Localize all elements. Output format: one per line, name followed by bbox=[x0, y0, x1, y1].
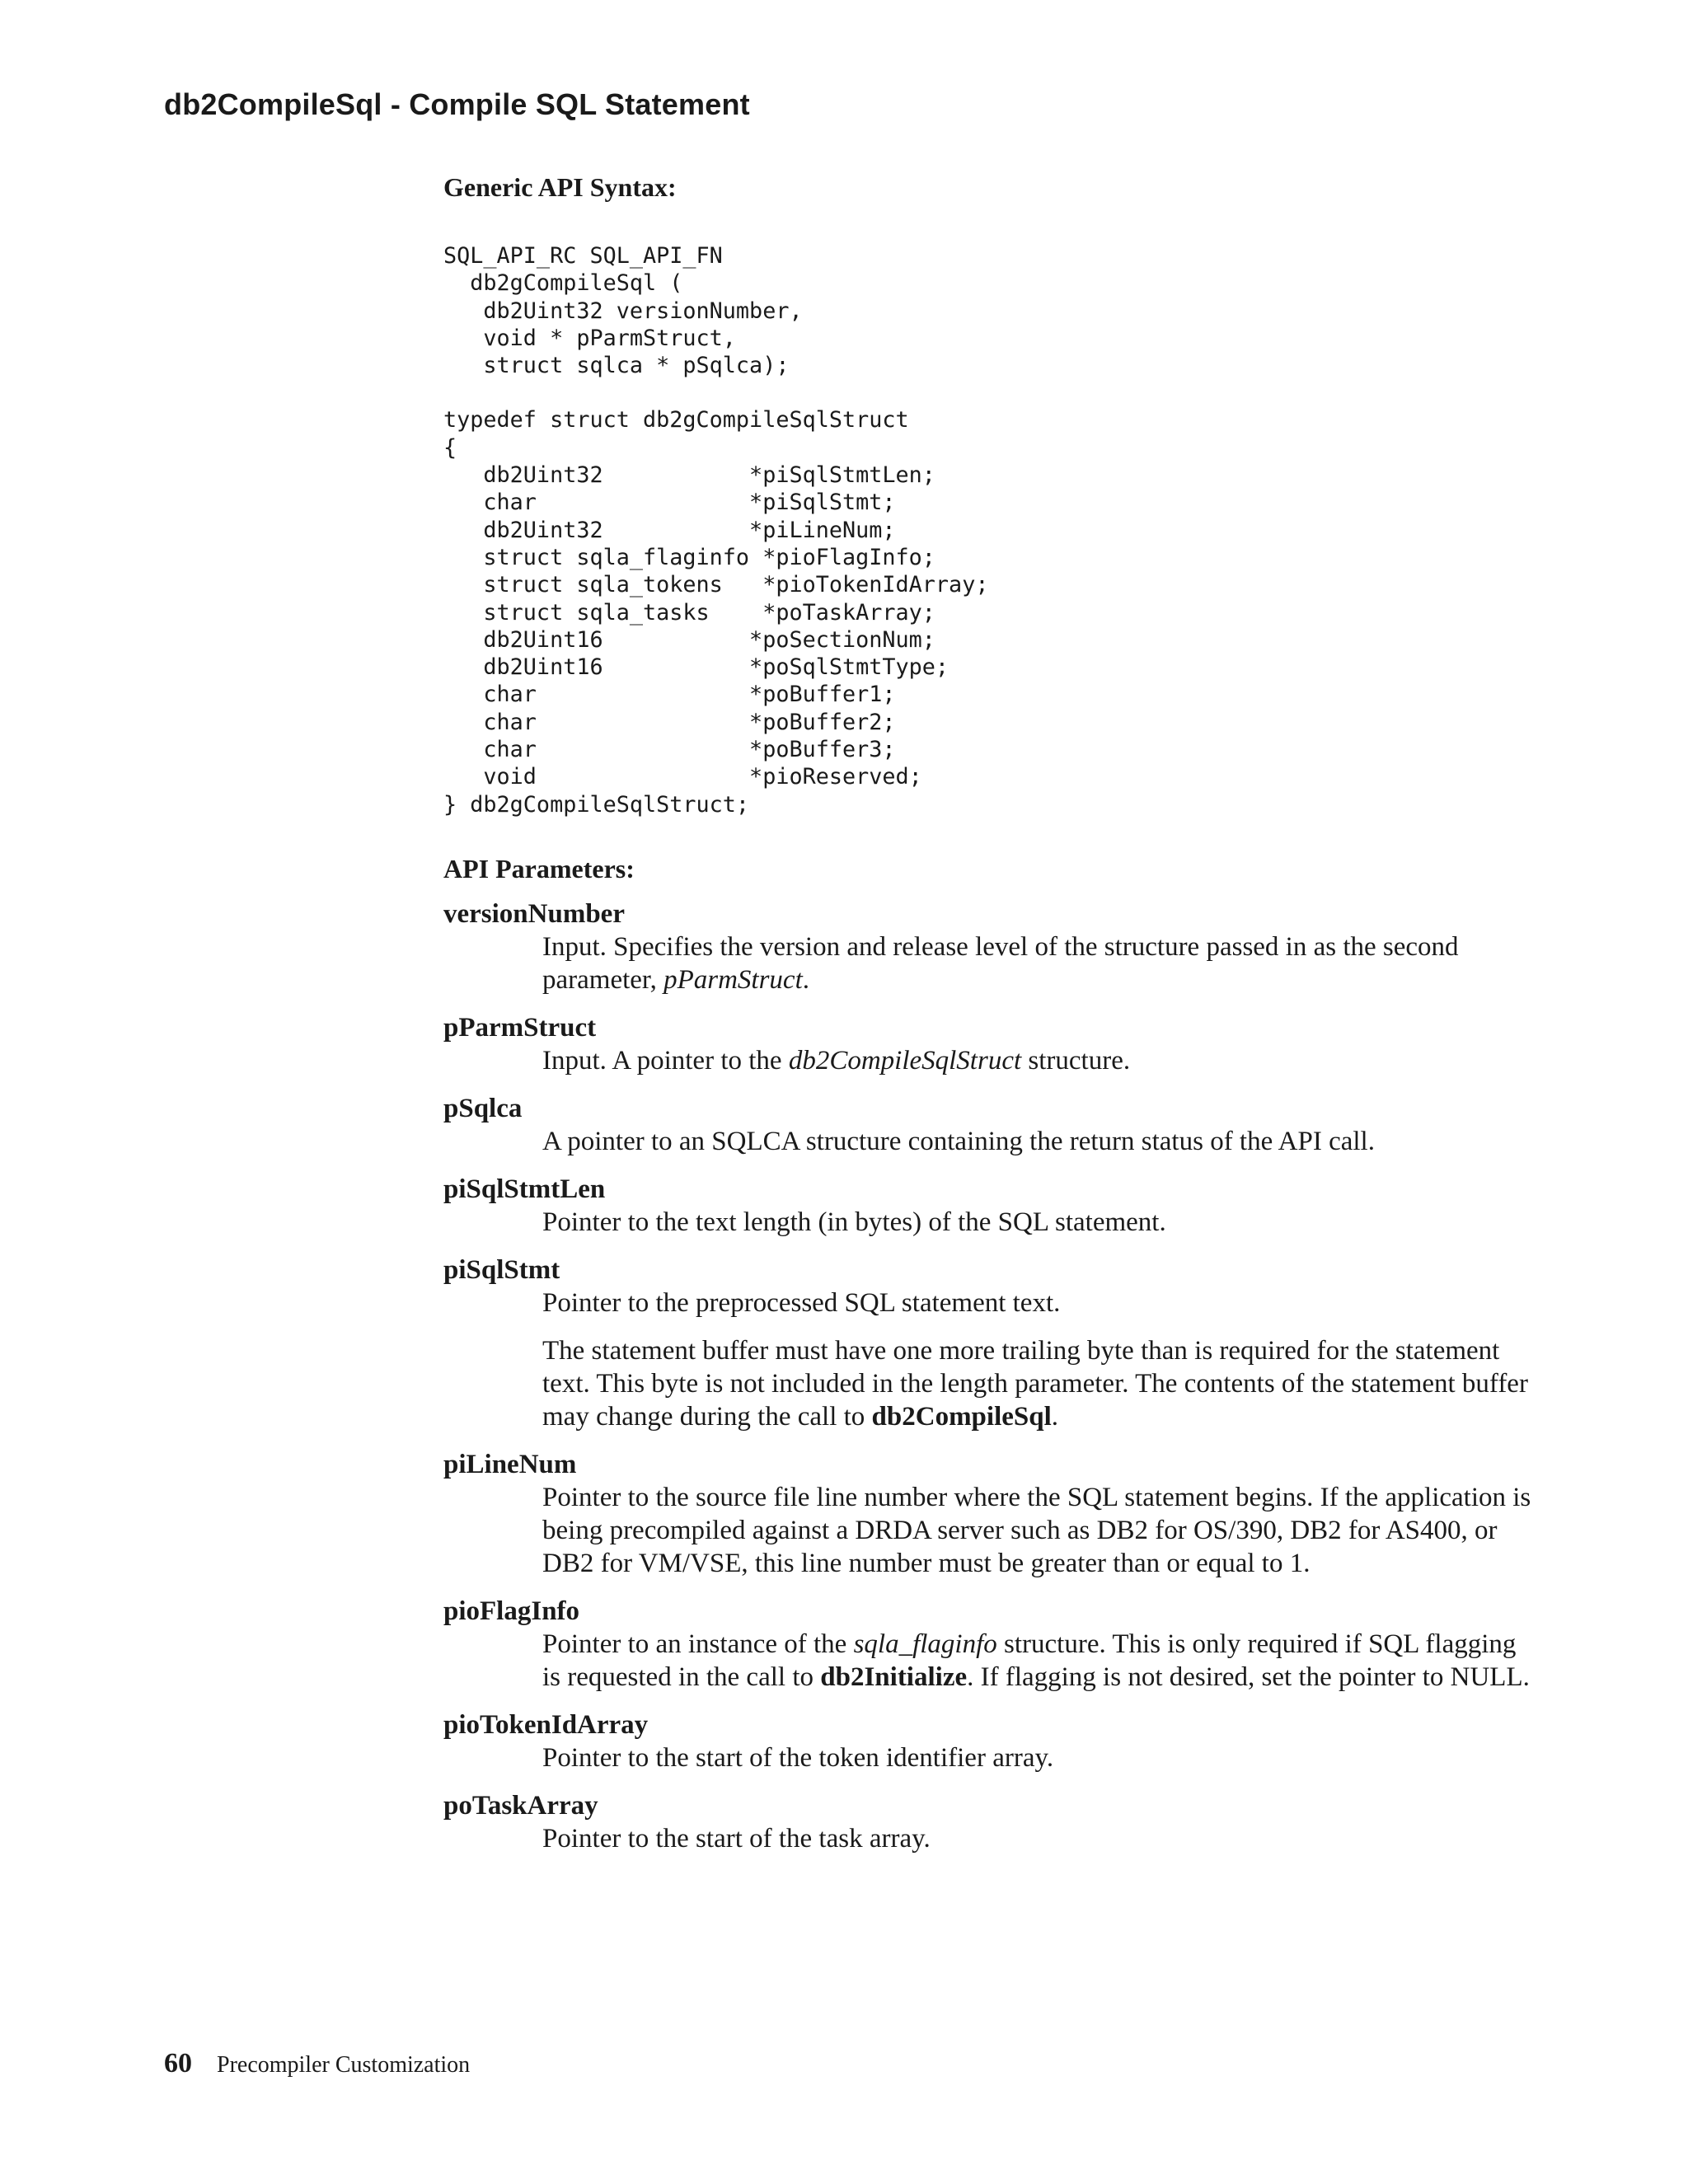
param-desc-text: Input. A pointer to the bbox=[542, 1045, 789, 1076]
param-name-pParmStruct: pParmStruct bbox=[443, 1012, 597, 1043]
param-desc-piSqlStmt bbox=[542, 1286, 1531, 1433]
param-desc-emphasis: sqla_flaginfo bbox=[853, 1629, 997, 1659]
function-signature-code: SQL_API_RC SQL_API_FN db2gCompileSql ( db2Uint32 versionNumber, void * pParmStruct, struct sqlca * pSqlca); bbox=[443, 243, 803, 379]
param-desc-poTaskArray bbox=[542, 1822, 1531, 1855]
param-note-piSqlStmt bbox=[542, 1334, 1531, 1433]
api-reference: db2Initialize bbox=[820, 1661, 968, 1692]
footer-title: Precompiler Customization bbox=[217, 2052, 471, 2078]
param-desc-pioTokenIdArray bbox=[542, 1741, 1531, 1774]
param-name-piSqlStmtLen: piSqlStmtLen bbox=[443, 1174, 606, 1204]
param-name-piLineNum: piLineNum bbox=[443, 1449, 577, 1479]
param-desc-emphasis: pParmStruct bbox=[663, 964, 803, 995]
parameter-list bbox=[443, 898, 1531, 1855]
page-footer bbox=[164, 2047, 470, 2082]
param-name-pSqlca: pSqlca bbox=[443, 1093, 523, 1123]
param-desc-versionNumber bbox=[542, 930, 1531, 996]
api-content bbox=[443, 170, 1531, 1870]
param-note-text: . bbox=[1051, 1401, 1059, 1432]
param-name-pioFlagInfo: pioFlagInfo bbox=[443, 1596, 580, 1626]
param-desc-text: structure. bbox=[1021, 1045, 1131, 1076]
param-desc-pioFlagInfo bbox=[542, 1628, 1531, 1694]
syntax-heading: Generic API Syntax: bbox=[443, 172, 677, 202]
param-desc-text: Pointer to the start of the token identifier array. bbox=[542, 1742, 1054, 1773]
parameters-heading: API Parameters: bbox=[443, 853, 635, 883]
param-desc-text: . If flagging is not desired, set the pointer to NULL. bbox=[967, 1661, 1530, 1692]
page-title: db2CompileSql - Compile SQL Statement bbox=[164, 87, 750, 121]
param-desc-text: structure. This is only required if SQL flagging is requested in the call to bbox=[542, 1629, 1517, 1692]
api-reference: db2CompileSql bbox=[871, 1401, 1052, 1432]
param-desc-text: Pointer to the text length (in bytes) of the SQL statement. bbox=[542, 1207, 1166, 1237]
page-number: 60 bbox=[164, 2048, 192, 2079]
param-desc-text: Pointer to the start of the task array. bbox=[542, 1823, 931, 1854]
param-desc-emphasis: db2CompileSqlStruct bbox=[788, 1045, 1022, 1076]
struct-definition-code: typedef struct db2gCompileSqlStruct { db2Uint32 *piSqlStmtLen; char *piSqlStmt; db2Uint32 *piLineNum; struct sqla_flaginfo *pioFlagInfo; struct sqla_tokens *pioTokenIdArray; struct sqla_tasks *poTaskArray; db2Uint16 *poSectionNum; db2Uint16 *poSqlStmtType; char *poBuffer1; char *poBuffer2; char *poBuffer3; void *pioReserved; } db2gCompileSqlStruct; bbox=[443, 407, 989, 818]
param-desc-text: Pointer to an instance of the bbox=[542, 1629, 854, 1659]
param-desc-pParmStruct bbox=[542, 1044, 1531, 1077]
param-desc-text: Input. Specifies the version and release level of the structure passed in as the second parameter, bbox=[542, 931, 1459, 995]
param-desc-piSqlStmtLen bbox=[542, 1206, 1531, 1239]
param-name-pioTokenIdArray: pioTokenIdArray bbox=[443, 1709, 649, 1740]
param-name-poTaskArray: poTaskArray bbox=[443, 1790, 598, 1821]
param-desc-pSqlca bbox=[542, 1125, 1531, 1158]
param-note-text: The statement buffer must have one more trailing byte than is required for the statement text. This byte is not included in the length parameter. The contents of the statement buffer may change during the call to bbox=[542, 1335, 1528, 1432]
param-desc-text: Pointer to the source file line number where the SQL statement begins. If the application is being precompiled against a DRDA server such as DB2 for OS/390, DB2 for AS400, or DB2 for VM/VSE, this line number must be greater than or equal to 1. bbox=[542, 1482, 1531, 1578]
param-desc-text: A pointer to an SQLCA structure containing the return status of the API call. bbox=[542, 1126, 1375, 1156]
param-desc-text: Pointer to the preprocessed SQL statement text. bbox=[542, 1287, 1061, 1318]
param-desc-text: . bbox=[802, 964, 810, 995]
param-desc-piLineNum bbox=[542, 1481, 1531, 1580]
param-name-versionNumber: versionNumber bbox=[443, 898, 625, 929]
param-name-piSqlStmt: piSqlStmt bbox=[443, 1254, 560, 1285]
